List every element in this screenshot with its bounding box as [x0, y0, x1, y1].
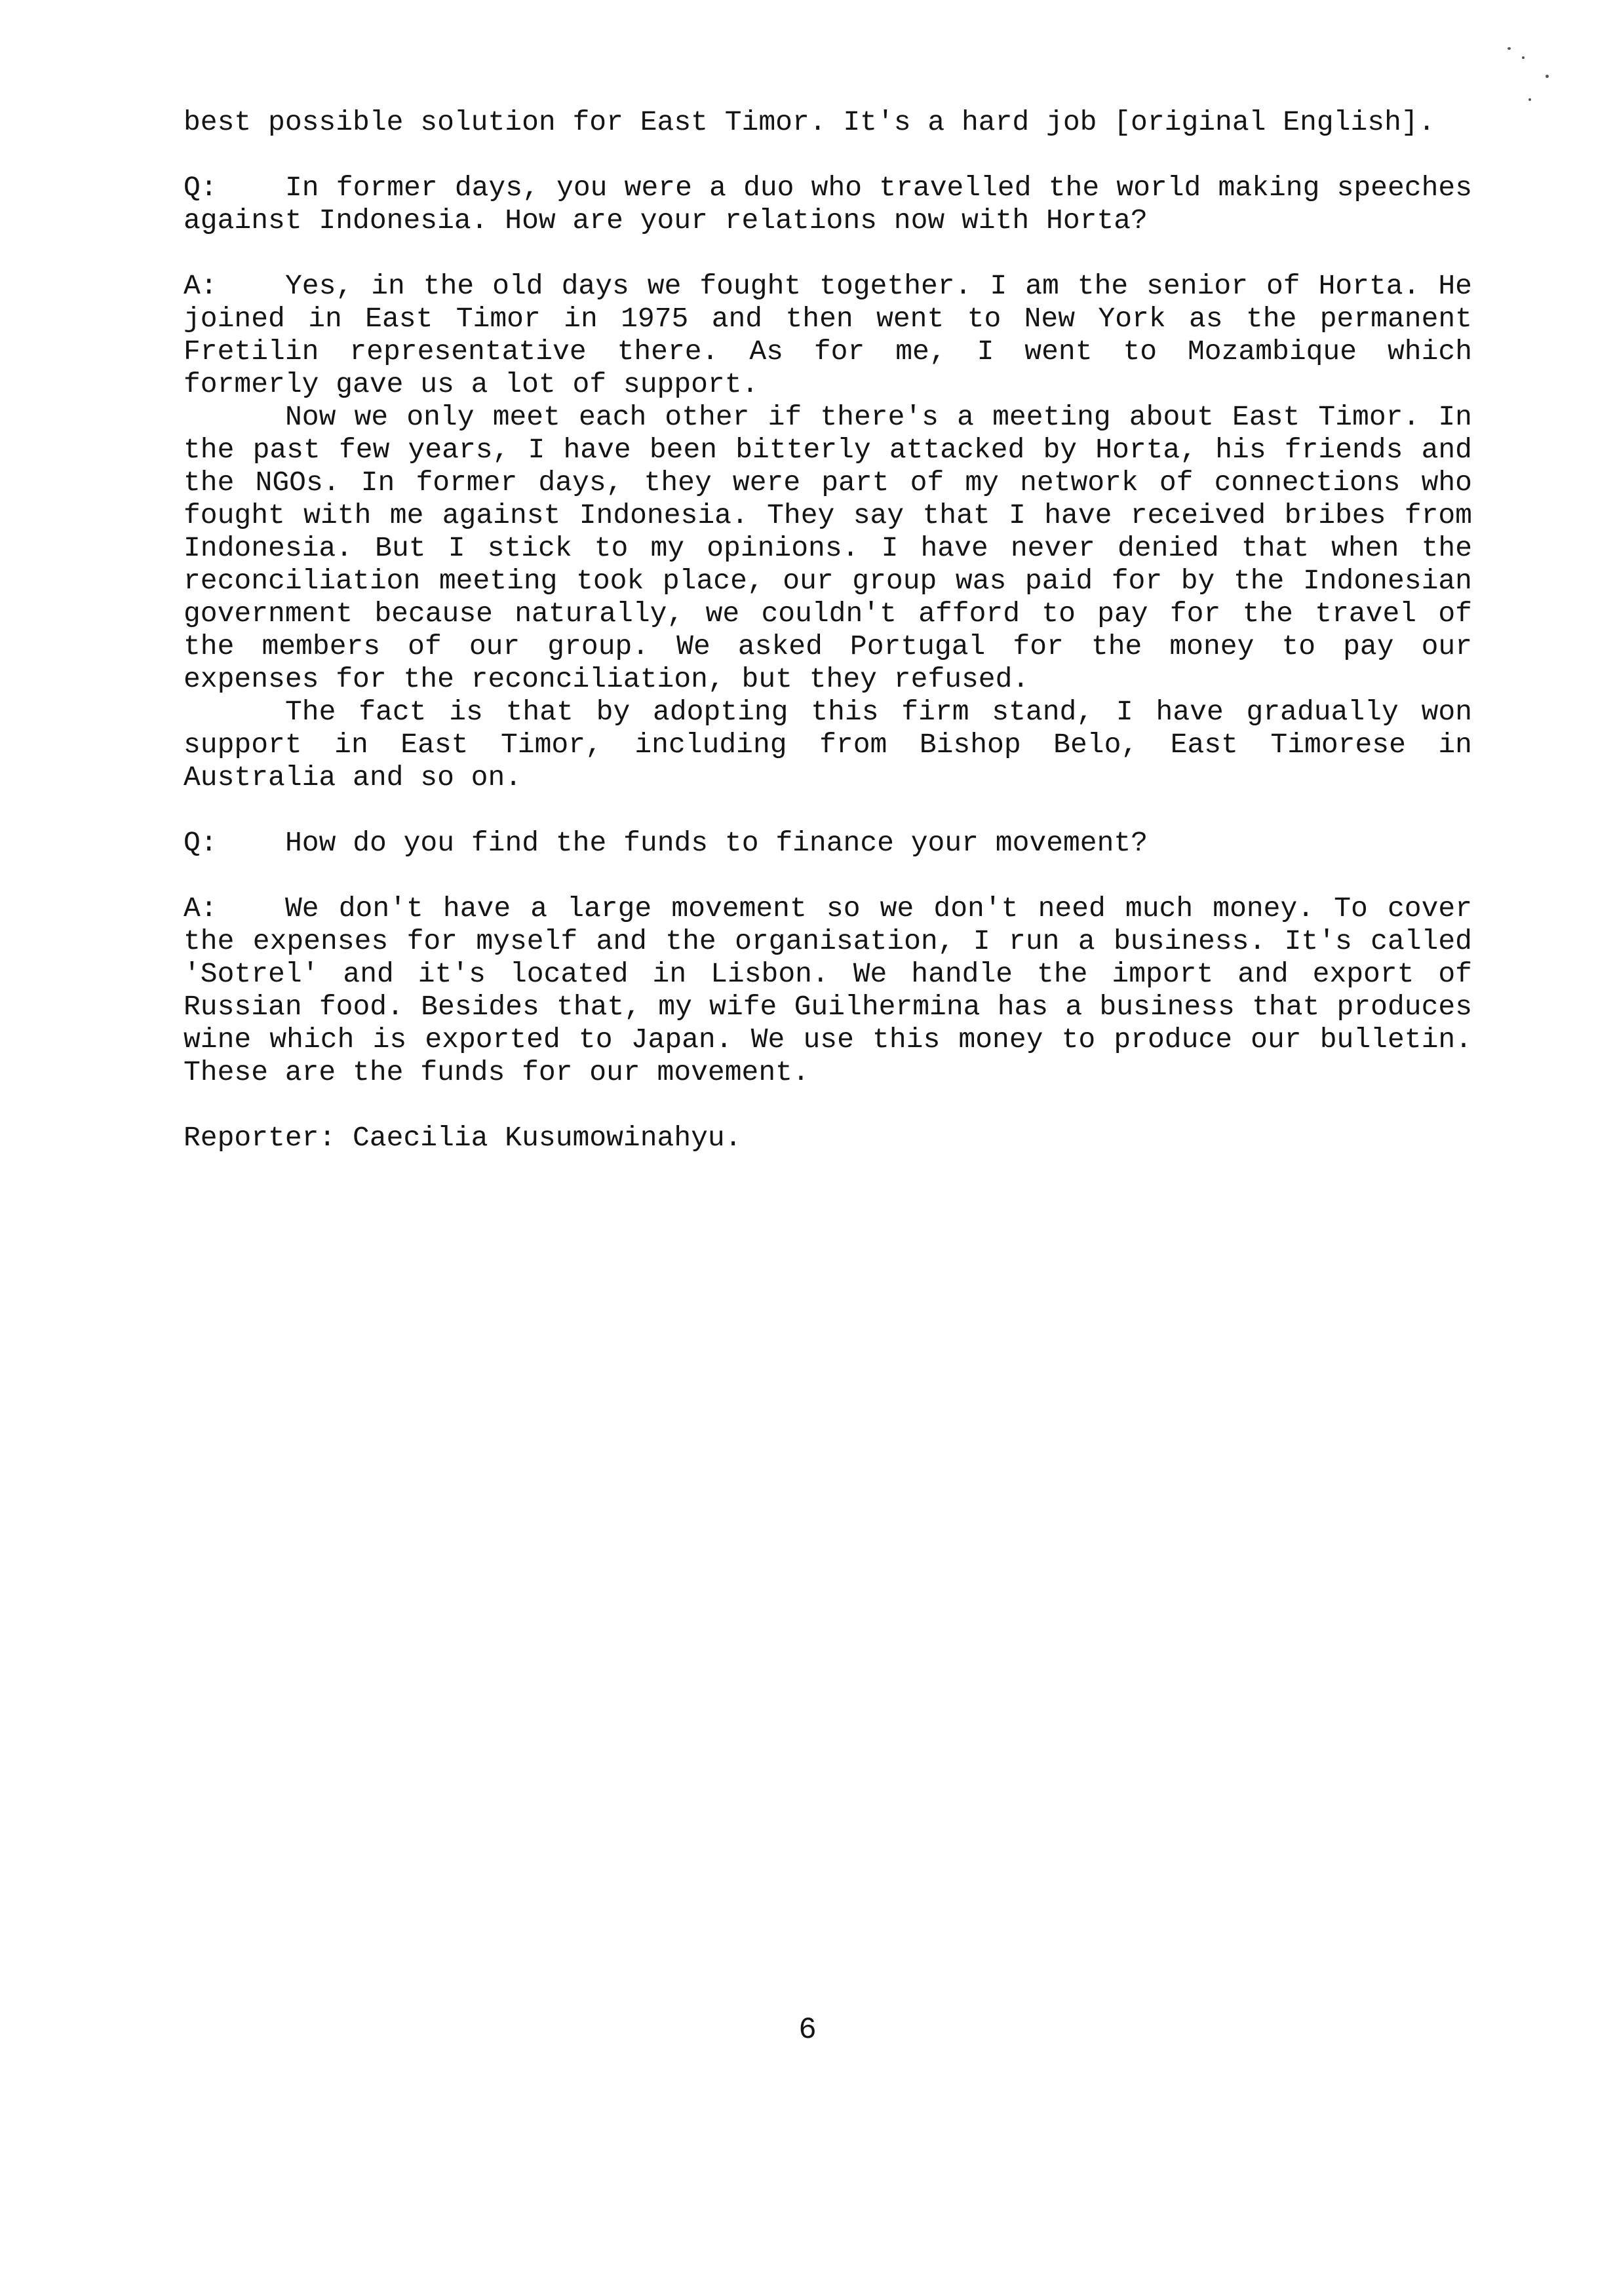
question-text: In former days, you were a duo who travelled the world making speeches against Indonesia. How are your relations now with Horta?: [184, 172, 1472, 237]
scan-speck: [1528, 98, 1531, 101]
scan-speck: [1522, 56, 1525, 59]
answer-label: A:: [184, 270, 218, 302]
answer-paragraph: [184, 892, 1472, 1089]
question-block: [184, 172, 1472, 237]
document-body: [184, 106, 1472, 1155]
scan-speck: [1546, 75, 1549, 78]
question-paragraph: [184, 172, 1472, 237]
page-number: 6: [798, 2013, 817, 2047]
question-label: Q:: [184, 172, 218, 204]
answer-paragraph: The fact is that by adopting this firm stand, I have gradually won support in East Timor, including from Bishop Belo, East Timorese in Australia and so on.: [184, 696, 1472, 794]
answer-paragraph: [184, 270, 1472, 401]
answer-text: We don't have a large movement so we don't need much money. To cover the expenses for myself and the organisation, I run a business. It's called 'Sotrel' and it's located in Lisbon. We handle the import and export of Russian food. Besides that, my wife Guilhermina has a business that produces wine which is exported to Japan. We use this money to produce our bulletin. These are the funds for our movement.: [184, 892, 1472, 1088]
reporter-credit: Reporter: Caecilia Kusumowinahyu.: [184, 1122, 742, 1154]
question-block: [184, 827, 1472, 860]
opening-paragraph: best possible solution for East Timor. It's a hard job [original English].: [184, 106, 1435, 138]
answer-block: [184, 892, 1472, 1089]
answer-label: A:: [184, 892, 218, 925]
question-label: Q:: [184, 827, 218, 859]
answer-paragraph: Now we only meet each other if there's a meeting about East Timor. In the past few years, I have been bitterly attacked by Horta, his friends and the NGOs. In former days, they were part of my network of connections who fought with me against Indonesia. They say that I have received bribes from Indonesia. But I stick to my opinions. I have never denied that when the reconciliation meeting took place, our group was paid for by the Indonesian government because naturally, we couldn't afford to pay for the travel of the members of our group. We asked Portugal for the money to pay our expenses for the reconciliation, but they refused.: [184, 401, 1472, 695]
answer-text: Yes, in the old days we fought together. I am the senior of Horta. He joined in East Timor in 1975 and then went to New York as the permanent Fretilin representative there. As for me, I went to Mozambique which formerly gave us a lot of support.: [184, 270, 1472, 400]
answer-block: [184, 270, 1472, 794]
question-text: How do you find the funds to finance your movement?: [285, 827, 1148, 859]
question-paragraph: [184, 827, 1472, 860]
scan-speck: [1508, 47, 1511, 50]
